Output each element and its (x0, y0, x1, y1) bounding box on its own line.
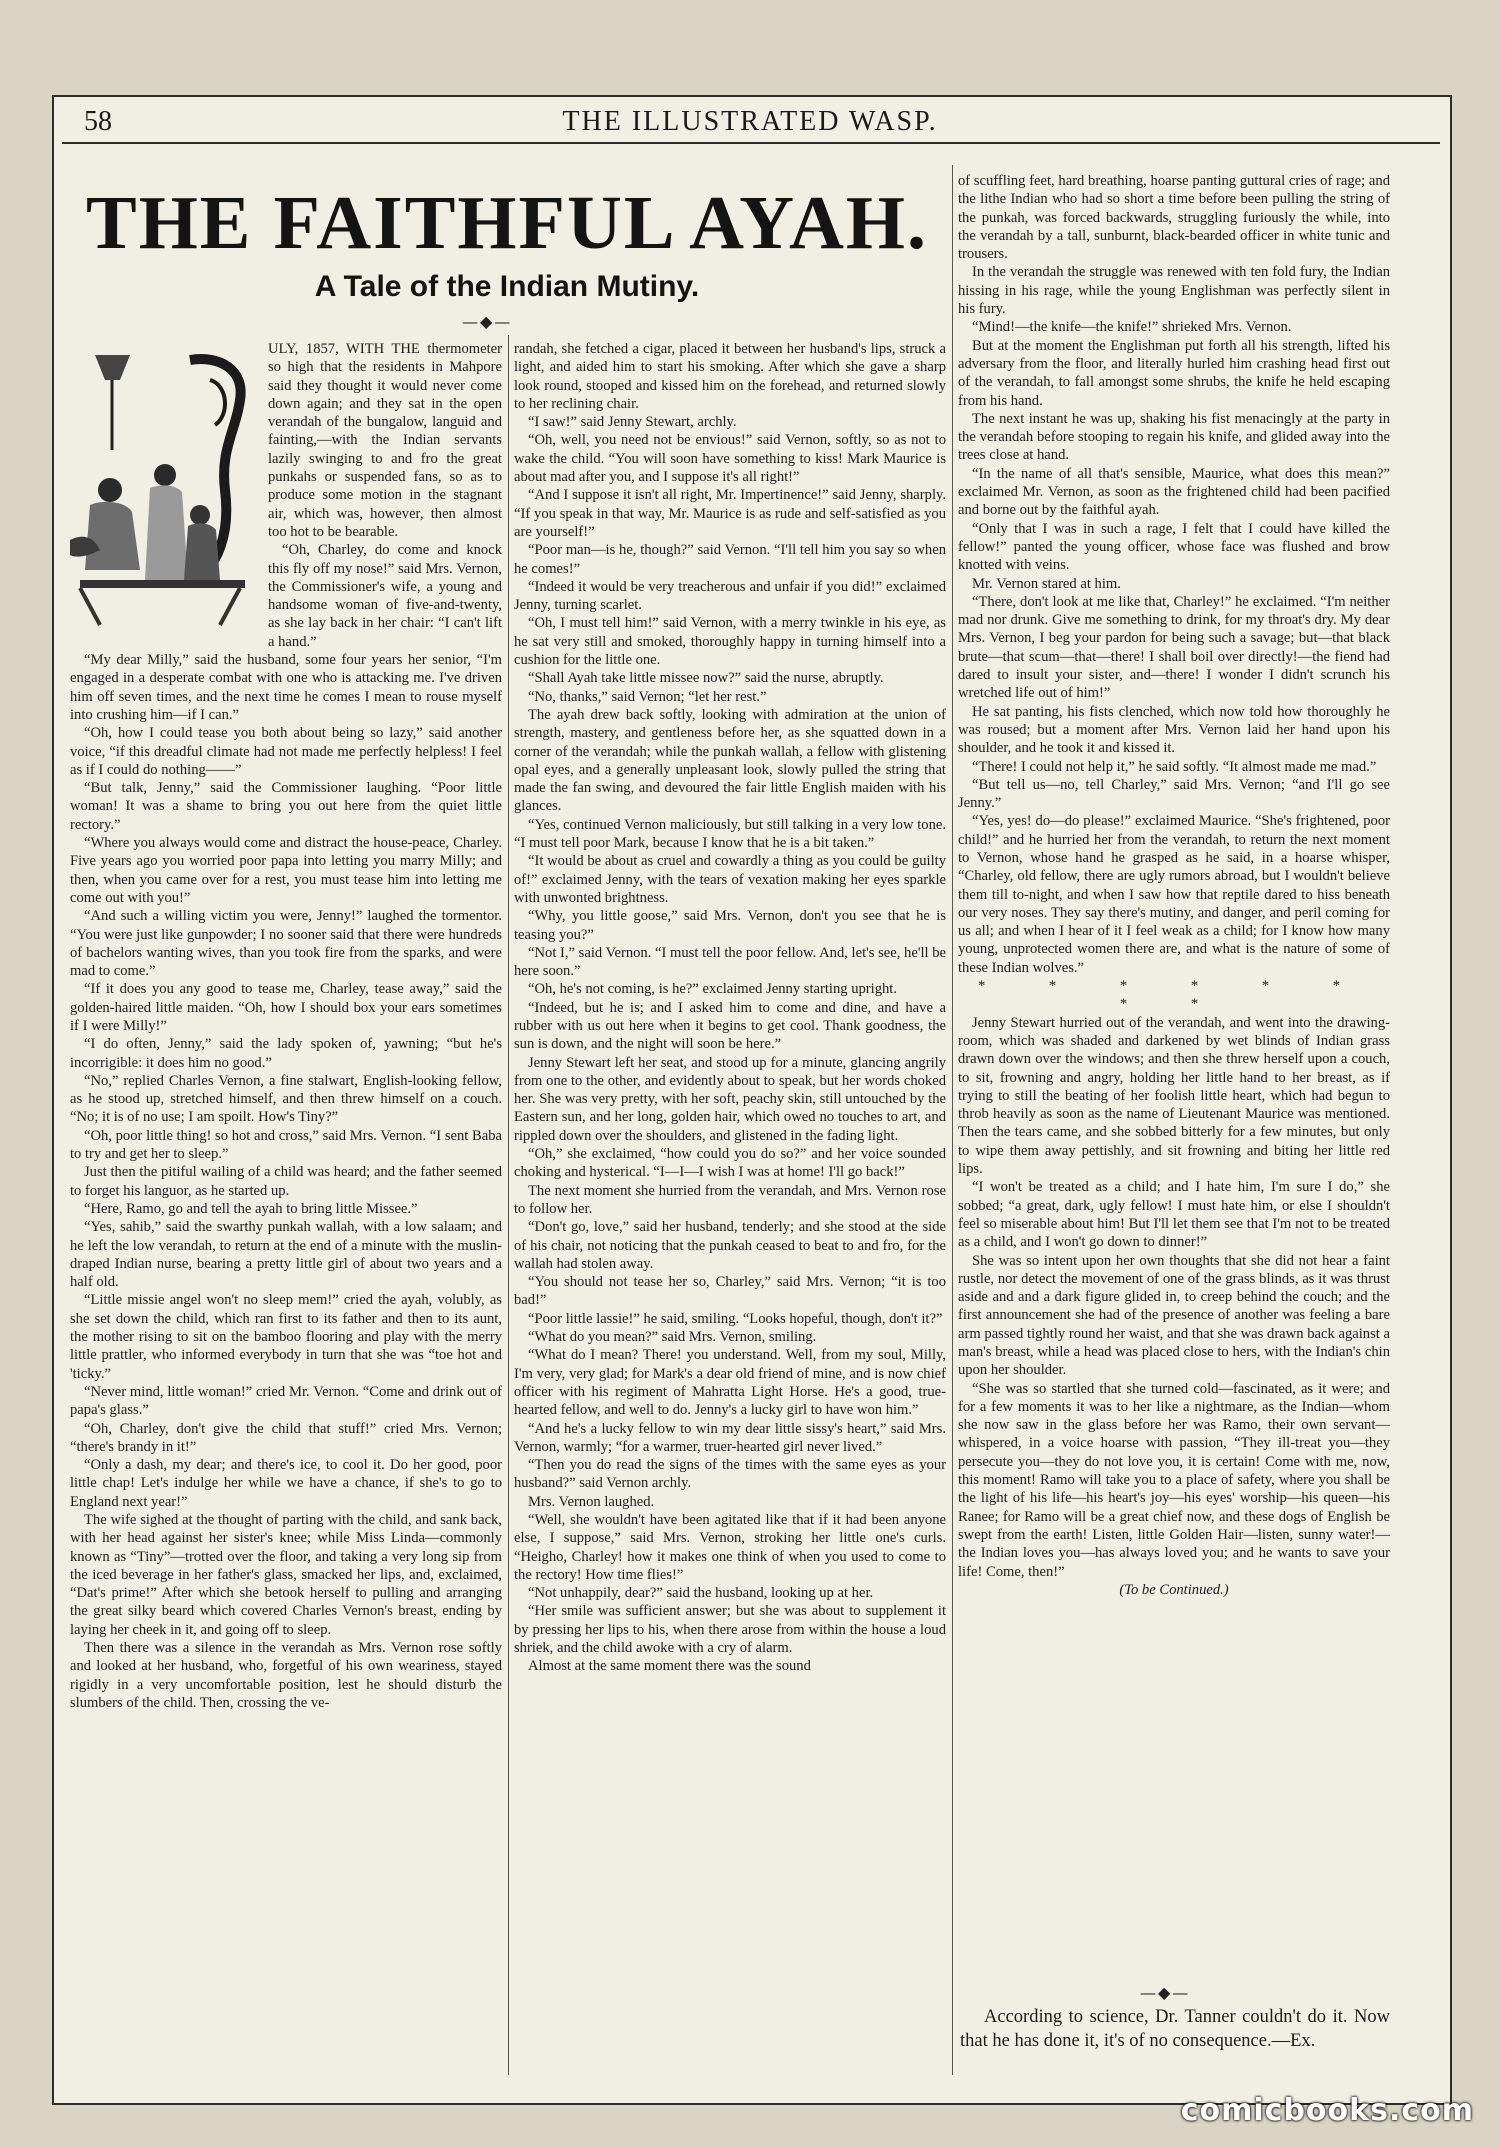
paragraph: “But talk, Jenny,” said the Commissioner laughing. “Poor little woman! It was a shame to bring you out here from the quiet little rectory.” (70, 780, 502, 833)
paragraph: Mrs. Vernon laughed. (528, 1493, 655, 1510)
source-watermark: comicbooks.com (1180, 2093, 1474, 2128)
paragraph: “Oh, Charley, don't give the child that stuff!” cried Mrs. Vernon; “there's brandy in it!” (70, 1420, 502, 1455)
paragraph: Jenny Stewart left her seat, and stood up for a minute, glancing angrily from one to the other, and evidently about to speak, but her words choked her. She was very pretty, with her soft, peachy skin, still untouched by the Eastern sun, and her long, golden hair, which owed no touches to art, and rippled down over the shoulders, and glistened in the fading light. (514, 1054, 946, 1144)
paragraph: “But tell us—no, tell Charley,” said Mrs. Vernon; “and I'll go see Jenny.” (958, 776, 1390, 812)
paragraph: “She was so startled that she turned cold—fascinated, as it were; and for a few moments it was to her like a nightmare, as the Indian—whom she now saw in the glass before her was Ramo, their own servant—whispered, in a voice hoarse with passion, “They ill-treat you—they persecute you—they do not love you, it is certain! Come with me, now, this moment! Ramo will take you to a place of safety, where you shall be the light of his life—his heart's joy—his eyes' worship—his queen—his Ranee; for Ramo will be a great chief now, and these dogs of English be swept from the earth! Listen, little Golden Hair—listen, sunny water!—the Indian loves you—has always loved you; and he wants to save your life! Come, then!” (958, 1380, 1390, 1580)
paragraph: “Oh, how I could tease you both about being so lazy,” said another voice, “if this dreadful climate had not made me perfectly helpless! I feel as if I could do nothing——” (70, 725, 502, 778)
paragraph: Then there was a silence in the verandah as Mrs. Vernon rose softly and looked at her husband, who, forgetful of his own weariness, stayed rigidly in a very uncomfortable position, lest he should disturb the slumbers of the child. Then, crossing the ve- (70, 1640, 502, 1711)
paragraph: “There, don't look at me like that, Charley!” he exclaimed. “I'm neither mad nor drunk. Give me something to drink, for my throat's dry. My dear Mrs. Vernon, I beg your pardon for being such a savage; but—that black brute—that scum—that—there! I shall boil over directly!—the fiend had dared to insult your sister, and—there! I wonder I didn't scrunch his wretched life out of him!” (958, 593, 1390, 702)
header-rule (62, 142, 1440, 144)
page-number: 58 (84, 106, 112, 137)
paragraph: Just then the pitiful wailing of a child was heard; and the father seemed to forget his languor, as he started up. (70, 1164, 502, 1199)
paragraph: randah, she fetched a cigar, placed it between her husband's lips, struck a light, and aided him to start his smoking. After which she gave a sharp look round, stooped and kissed him on the forehead, and returned slowly to her reclining chair. (514, 341, 946, 412)
article-column-1 (70, 340, 502, 2070)
paragraph: “No, thanks,” said Vernon; “let her rest.” (528, 688, 767, 705)
paragraph: “And such a willing victim you were, Jenny!” laughed the tormentor. “You were just like gunpowder; I no sooner said that there were hundreds of bachelors wanting wives, than you took fire from the sparks, and were mad to come.” (70, 908, 502, 980)
paragraph: “What do you mean?” said Mrs. Vernon, smiling. (528, 1329, 817, 1346)
paragraph: “Little missie angel won't no sleep mem!” cried the ayah, volubly, as she set down the child, which ran first to its father and then to its aunt, the mother rising to sit on the bamboo flooring and play with the merry little prattler, who informed everybody in turn that she was “toe hot and 'ticky.” (70, 1292, 502, 1382)
paragraph: “Not unhappily, dear?” said the husband, looking up at her. (528, 1585, 874, 1602)
section-break-stars: * * * * * * * * (977, 978, 1371, 1013)
ornament-divider: —◆— (1140, 1983, 1191, 2002)
illustrated-drop-cap (70, 340, 260, 630)
paragraph: “If it does you any good to tease me, Charley, tease away,” said the golden-haired little maiden. “Oh, how I should box your ears sometimes if I were Milly!” (70, 981, 502, 1034)
paragraph: “Indeed it would be very treacherous and unfair if you did!” exclaimed Jenny, turning scarlet. (514, 578, 946, 614)
paragraph: The ayah drew back softly, looking with admiration at the union of strength, mastery, and gentleness before her, as she squatted down in a corner of the verandah; while the punkah wallah, a fellow with glistening opal eyes, and a generally unpleasant look, slowly pulled the string that made the fan swing, and devoured the fair little English maiden with his glances. (514, 706, 946, 815)
paragraph: “Oh, Charley, do come and knock this fly off my nose!” said Mrs. Vernon, the Commissioner's wife, a young and handsome woman of five-and-twenty, as she lay back in her chair: “I can't lift a hand.” (268, 542, 502, 650)
article-column-2 (514, 340, 946, 2070)
paragraph: “I do often, Jenny,” said the lady spoken of, yawning; “but he's incorrigible: it does him no good.” (70, 1036, 502, 1071)
paragraph: “Here, Ramo, go and tell the ayah to bring little Missee.” (84, 1200, 418, 1217)
paragraph: “What do I mean? There! you understand. Well, from my soul, Milly, I'm very, very glad; for Mark's a dear old friend of mine, and is now chief officer with his regiment of Mahratta Light Horse. He's a good, true-hearted fellow, and well to do. Jenny's a lucky girl to have won him.” (514, 1347, 946, 1419)
paragraph: “Indeed, but he is; and I asked him to come and dine, and have a rubber with us out here when it begins to get cool. Thank goodness, the sun is down, and the night will soon be here.” (514, 999, 946, 1053)
paragraph: “Poor little lassie!” he said, smiling. “Looks hopeful, though, don't it?” (528, 1310, 943, 1327)
column-rule (508, 335, 509, 2075)
paragraph: He sat panting, his fists clenched, which now told how thoroughly he was roused; but a moment after Mrs. Vernon laid her hand upon his shoulder, and he took it and kissed it. (958, 703, 1390, 757)
paragraph: “I won't be treated as a child; and I hate him, I'm sure I do,” she sobbed; “a great, dark, ugly fellow! I must hate him, or else I shouldn't feel so miserable about him! But I'll let them see that I'm not to be treated as a child, and I won't go down to dinner!” (958, 1179, 1390, 1251)
paragraph: “Where you always would come and distract the house-peace, Charley. Five years ago you worried poor papa into letting you marry Milly; and then, when you came over for a rest, you must tease him into letting me come out with you!” (70, 835, 502, 906)
paragraph: The next instant he was up, shaking his fist menacingly at the party in the verandah before stooping to regain his knife, and glided away into the trees close at hand. (958, 410, 1390, 464)
paragraph: “Yes, yes! do—do please!” exclaimed Maurice. “She's frightened, poor child!” and he hurried her from the verandah, to return the next moment to Vernon, whose hand he grasped as he said, in a hoarse whisper, “Charley, old fellow, there are ugly rumors abroad, but I wouldn't believe them till to-night, and when I saw how that reptile dared to hiss beneath our very noses. They say there's mutiny, and danger, and peril coming for us all; and when I hear of it I feel weak as a child; for I know how many young, unprotected women there are, and what is the nature of some of these Indian wolves.” (958, 813, 1390, 976)
paragraph: “Her smile was sufficient answer; but she was about to supplement it by pressing her lips to his, when there arose from within the house a loud shriek, and the child awoke with a cry of alarm. (514, 1603, 946, 1657)
paragraph: “There! I could not help it,” he said softly. “It almost made me mad.” (972, 758, 1377, 775)
paragraph: “Oh,” she exclaimed, “how could you do so?” and her voice sounded choking and hysterical. “I—I—I wish I was at home! I'll go back!” (514, 1146, 946, 1181)
masthead-title: THE ILLUSTRATED WASP. (562, 106, 938, 137)
paragraph: “Not I,” said Vernon. “I must tell the poor fellow. And, let's see, he'll be here soon.” (514, 944, 946, 980)
paragraph: “Oh, well, you need not be envious!” said Vernon, softly, so as not to wake the child. “You will soon have something to kiss! Mark Maurice is about mad after you, and I suppose it's all right!” (514, 432, 946, 486)
paragraph: “Then you do read the signs of the times with the same eyes as your husband?” said Vernon archly. (514, 1457, 946, 1492)
paragraph: “Mind!—the knife—the knife!” shrieked Mrs. Vernon. (972, 319, 1292, 336)
paragraph: “Don't go, love,” said her husband, tenderly; and she stood at the side of his chair, not noticing that the punkah ceased to beat to and fro, for the wallah had stolen away. (514, 1219, 946, 1272)
paragraph: “Yes, sahib,” said the swarthy punkah wallah, with a low salaam; and he left the low verandah, to return at the end of a minute with the muslin-draped Indian nurse, bearing a pretty little girl of about two years and a half old. (70, 1219, 502, 1291)
paragraph: “You should not tease her so, Charley,” said Mrs. Vernon; “it is too bad!” (514, 1274, 946, 1309)
paragraph: “Yes, continued Vernon maliciously, but still talking in a very low tone. “I must tell poor Mark, because I know that he is a bit taken.” (514, 816, 946, 852)
paragraph: The wife sighed at the thought of parting with the child, and sank back, with her head against her sister's knee; while Miss Linda—commonly known as “Tiny”—trotted over the floor, and taking a very long sip from the iced beverage in her father's glass, smacked her lips, and, exclaimed, “Dat's prime!” After which she betook herself to pulling and arranging the great silky beard which covered Charles Vernon's breast, ending by laying her cheek in it, and going off to sleep. (70, 1512, 502, 1638)
paragraph: Jenny Stewart hurried out of the verandah, and went into the drawing-room, which was shaded and darkened by wet blinds of Indian grass drawn down over the windows; and then she threw herself upon a couch, to sit, frowning and angry, holding her little hand to her breast, as if trying to still the beating of her foolish little heart, which had begun to throb heavily as soon as the name of Lieutenant Maurice was mentioned. Then the tears came, and she sobbed bitterly for a few minutes, but only to wipe them away pettishly, and sit frowning and biting her little red lips. (958, 1014, 1390, 1178)
paragraph: “It would be about as cruel and cowardly a thing as you could be guilty of!” exclaimed Jenny, with the tears of vexation making her eyes sparkle with unwonted brightness. (514, 853, 946, 906)
paragraph: She was so intent upon her own thoughts that she did not hear a faint rustle, nor detect the movement of one of the grass blinds, as it was thrust aside and and a dark figure glided in, to creep behind the couch; and the first announcement she had of the presence of another was feeling a bare arm passed tightly round her waist, and that she was drawn back against a man's breast, while a head was placed close to hers, with the Indian's chin upon her shoulder. (958, 1252, 1390, 1379)
paragraph: Mr. Vernon stared at him. (972, 575, 1121, 592)
paragraph: “My dear Milly,” said the husband, some four years her senior, “I'm engaged in a desperate combat with one who is attacking me. I've driven him off seven times, and the next time he comes I mean to rouse myself into crushing him—if I can.” (70, 652, 502, 723)
paragraph: “And I suppose it isn't all right, Mr. Impertinence!” said Jenny, sharply. “If you speak in that way, Mr. Maurice is as rude and self-satisfied as you are yourself!” (514, 487, 946, 540)
footnote (960, 2005, 1390, 2053)
paragraph: “Only a dash, my dear; and there's ice, to cool it. Do her good, poor little chap! Let's indulge her while we have a chance, if she's to go to England next year!” (70, 1457, 502, 1510)
paragraph: “No,” replied Charles Vernon, a fine stalwart, English-looking fellow, as he stood up, stretched himself, and then threw himself on a couch. “No; it is of no use; I am spoilt. How's Tiny?” (70, 1072, 502, 1126)
paragraph: “Oh, poor little thing! so hot and cross,” said Mrs. Vernon. “I sent Baba to try and get her to sleep.” (70, 1127, 502, 1163)
paragraph: “Well, she wouldn't have been agitated like that if it had been anyone else, I suppose,” said Mrs. Vernon, stroking her little one's curls. “Heigho, Charley! how it makes one think of when you used to come to the rectory! How time flies!” (514, 1512, 946, 1583)
paragraph: “Poor man—is he, though?” said Vernon. “I'll tell him you say so when he comes!” (514, 542, 946, 577)
paragraph: of scuffling feet, hard breathing, hoarse panting guttural cries of rage; and the lithe Indian who had so short a time before been pulling the string of the punkah, was forced backwards, struggling furiously the while, into the verandah by a tall, sunburnt, black-bearded officer in white tunic and trousers. (958, 173, 1390, 263)
paragraph: The next moment she hurried from the verandah, and Mrs. Vernon rose to follow her. (514, 1182, 946, 1217)
paragraph: “In the name of all that's sensible, Maurice, what does this mean?” exclaimed Mr. Vernon, as soon as the frightened child had been pacified and borne out by the faithful ayah. (958, 465, 1390, 519)
article-column-3 (958, 172, 1390, 1962)
ayah-illustration-icon (70, 340, 260, 630)
paragraph: Almost at the same moment there was the sound (528, 1658, 811, 1675)
article-subtitle: A Tale of the Indian Mutiny. (314, 270, 700, 303)
paragraph: “Oh, I must tell him!” said Vernon, with a merry twinkle in his eye, as he sat very still and smoked, thoroughly happy in turning himself into a cushion for the little one. (514, 615, 946, 669)
column-rule (952, 165, 953, 2075)
paragraph: “Why, you little goose,” said Mrs. Vernon, don't you see that he is teasing you?” (514, 908, 946, 943)
footnote-text: According to science, Dr. Tanner couldn't do it. Now that he has done it, it's of no consequence.—Ex. (960, 2007, 1390, 2051)
article-title: THE FAITHFUL AYAH. (86, 181, 928, 265)
paragraph: “Never mind, little woman!” cried Mr. Vernon. “Come and drink out of papa's glass.” (70, 1383, 502, 1419)
ornament-divider: —◆— (462, 312, 513, 331)
paragraph: In the verandah the struggle was renewed with ten fold fury, the Indian hissing in his rage, while the young Englishman was perfectly silent in his fury. (958, 264, 1390, 318)
paragraph: “Shall Ayah take little missee now?” said the nurse, abruptly. (528, 670, 884, 687)
paragraph: “Only that I was in such a rage, I felt that I could have killed the fellow!” panted the young officer, whose face was flushed and brow knotted with veins. (958, 520, 1390, 574)
to-be-continued: (To be Continued.) (1119, 1581, 1229, 1598)
paragraph: “And he's a lucky fellow to win my dear little sissy's heart,” said Mrs. Vernon, warmly; “for a warmer, truer-hearted girl never lived.” (514, 1420, 946, 1455)
paragraph: ULY, 1857, WITH THE thermometer so high that the residents in Mahpore said they thought it would never come down again; and they sat in the open verandah of the bungalow, languid and fainting,—with the Indian servants lazily swinging to and fro the great punkahs or suspended fans, so as to produce some motion in the stagnant air, which was, however, then almost too hot to be bearable. (268, 341, 502, 540)
paragraph: “Oh, he's not coming, is he?” exclaimed Jenny starting upright. (528, 981, 898, 998)
paragraph: But at the moment the Englishman put forth all his strength, lifted his adversary from the floor, and literally hurled him crashing head first out of the verandah, to fall amongst some shrubs, the knife he held escaping from his hand. (958, 337, 1390, 409)
paragraph: “I saw!” said Jenny Stewart, archly. (528, 414, 737, 431)
page-header (60, 102, 1440, 138)
